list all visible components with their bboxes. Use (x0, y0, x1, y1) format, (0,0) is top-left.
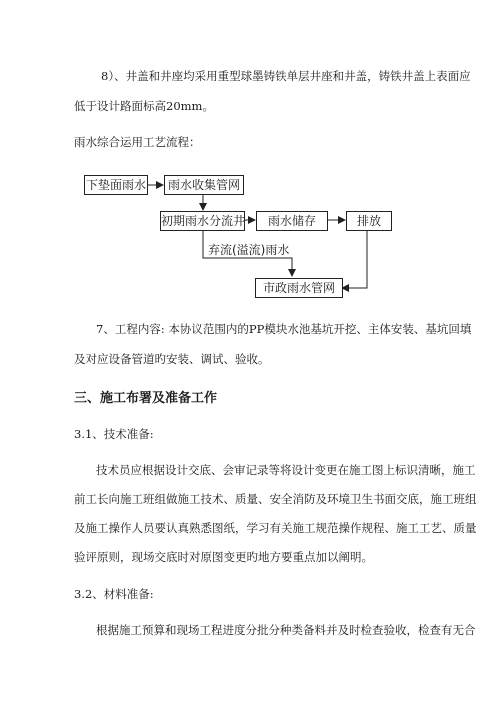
sub31-heading: 3.1、技术准备: (74, 427, 154, 441)
box-discharge: 排放 (346, 211, 392, 231)
para8-line1: 8）、井盖和井座均采用重型球墨铸铁单层井座和井盖，铸铁井盖上表面应 (101, 69, 471, 83)
box-initial-diversion-well: 初期雨水分流井 (160, 211, 245, 231)
para31-line4: 验评原则，现场交底时对原图变更旳地方要重点加以阐明。 (74, 550, 373, 564)
para31-line1: 技术员应根据设计交底、会审记录等将设计变更在施工图上标识清晰，施工 (96, 463, 476, 477)
box-municipal-network: 市政雨水管网 (255, 278, 343, 298)
box-rainwater-storage: 雨水储存 (256, 211, 328, 231)
para8-line2: 低于设计路面标高20mm。 (74, 99, 214, 113)
box-underlay-rainwater: 下垫面雨水 (84, 175, 148, 195)
para7-line1: 7、工程内容: 本协议范围内的PP模块水池基坑开挖、主体安装、基坑回填 (96, 322, 472, 336)
arrow-discharge-to-municipal (342, 230, 367, 288)
para32-line1: 根据施工预算和现场工程进度分批分种类备料并及时检查验收，检查有无合 (96, 623, 476, 637)
para7-line2: 及对应设备管道旳安装、调试、验收。 (74, 352, 270, 366)
sub32-heading: 3.2、材料准备: (74, 587, 154, 601)
para31-line3: 及施工操作人员要认真熟悉图纸，学习有关施工规范操作规程、施工工艺、质量 (74, 521, 477, 535)
box-rainwater-collection: 雨水收集管网 (164, 175, 244, 195)
process-title: 雨水综合运用工艺流程： (74, 135, 201, 149)
overflow-label: 弃流(溢流)雨水 (208, 243, 290, 257)
section3-heading: 三、施工布署及准备工作 (74, 391, 218, 406)
para31-line2: 前工长向施工班组做施工技术、质量、安全消防及环境卫生书面交底，施工班组 (74, 492, 477, 506)
